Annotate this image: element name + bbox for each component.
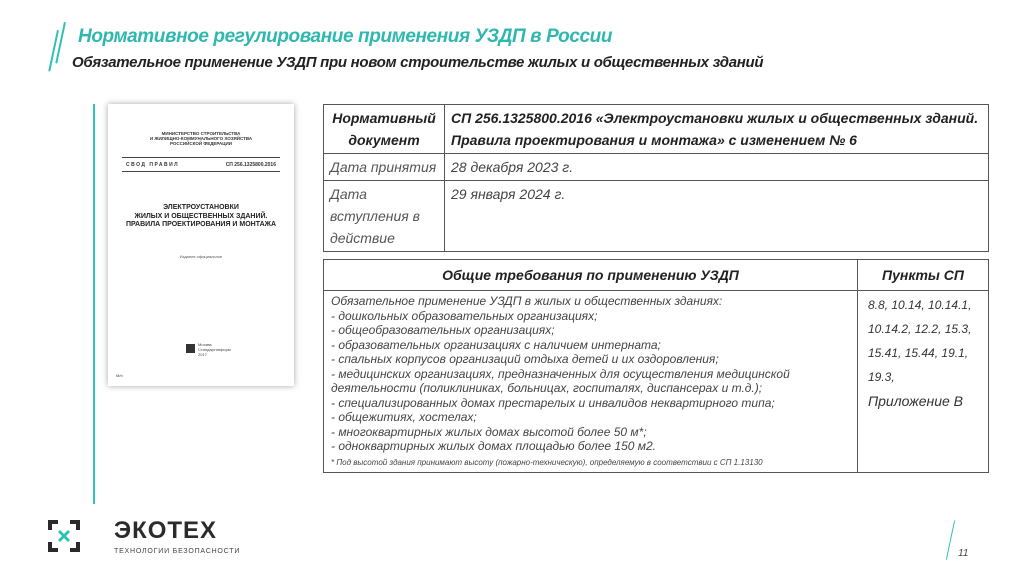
- page-number: 11: [958, 548, 969, 559]
- effective-date-label: Дата вступления в действие: [324, 181, 445, 252]
- accent-vertical-line: [93, 104, 95, 504]
- list-item: - образовательных организациях с наличием интерната;: [331, 337, 661, 352]
- page-number-divider: [946, 520, 955, 559]
- list-item: - многоквартирных жилых домах высотой более 50 м*;: [331, 424, 647, 439]
- table-row: [324, 105, 989, 154]
- doc-label: Нормативный документ: [324, 105, 445, 154]
- cover-rule-top: [122, 157, 280, 158]
- list-item: - общеобразовательных организациях;: [331, 323, 555, 337]
- points-header: Пункты СП: [858, 260, 989, 291]
- cover-publisher: Москва Стандартинформ 2017: [198, 342, 231, 357]
- table-row: [324, 291, 989, 473]
- list-item: - специализированных домах престарелых и инвалидов неквартирного типа;: [331, 395, 775, 410]
- page-title: Нормативное регулирование применения УЗДП в России: [78, 26, 613, 47]
- adoption-date-value: 28 декабря 2023 г.: [445, 154, 989, 181]
- cover-qr-icon: [186, 344, 195, 353]
- effective-date-value: 29 января 2024 г.: [445, 181, 989, 252]
- table-header-row: [324, 260, 989, 291]
- doc-value: СП 256.1325800.2016 «Электроустановки жилых и общественных зданий. Правила проектирования и монтажа» с изменением № 6: [445, 105, 989, 154]
- cover-code: СП 256.1325800.2016: [225, 162, 276, 168]
- list-item: - спальных корпусов организаций отдыха детей и их оздоровления;: [331, 352, 719, 366]
- brand-name: ЭКОТЕХ: [114, 517, 218, 544]
- adoption-date-label: Дата принятия: [324, 154, 445, 181]
- list-item: - дошкольных образовательных организациях;: [331, 308, 598, 323]
- points-cell: [858, 291, 989, 473]
- list-item: - одноквартирных жилых домах площадью более 150 м2.: [331, 439, 657, 453]
- list-item: - медицинских организациях, предназначенных для осуществления медицинской деятельности (поликлиниках, больницах, госпиталях, диспансерах и т.д.);: [331, 366, 790, 395]
- cover-title: ЭЛЕКТРОУСТАНОВКИ ЖИЛЫХ И ОБЩЕСТВЕННЫХ ЗДАНИЙ. ПРАВИЛА ПРОЕКТИРОВАНИЯ И МОНТАЖА: [125, 204, 277, 228]
- points-list: 8.8, 10.14, 10.14.1, 10.14.2, 12.2, 15.3, 15.41, 15.44, 19.1, 19.3,: [868, 298, 972, 384]
- cover-rule-bottom: [122, 171, 280, 172]
- appendix-ref: Приложение В: [868, 393, 964, 409]
- brand-tagline: ТЕХНОЛОГИИ БЕЗОПАСНОСТИ: [114, 548, 241, 555]
- footnote: * Под высотой здания принимают высоту (пожарно-техническую), определяемую в соответствии с СП 1.13130: [331, 457, 763, 467]
- requirements-cell: [324, 291, 858, 473]
- list-item: - общежитиях, хостелах;: [331, 410, 477, 424]
- document-info-table: [323, 104, 989, 252]
- requirements-table: [323, 259, 989, 473]
- document-cover-image: [108, 104, 294, 386]
- table-row: [324, 154, 989, 181]
- accent-slash-1: [55, 22, 66, 63]
- cover-ministry: МИНИСТЕРСТВО СТРОИТЕЛЬСТВА И ЖИЛИЩНО-КОММУНАЛЬНОГО ХОЗЯЙСТВА РОССИЙСКОЙ ФЕДЕРАЦИИ: [149, 131, 253, 146]
- requirements-intro: Обязательное применение УЗДП в жилых и общественных зданиях:: [331, 294, 723, 308]
- cover-edition: Издание официальное: [179, 254, 223, 259]
- page-subtitle: Обязательное применение УЗДП при новом строительстве жилых и общественных зданий: [72, 54, 764, 71]
- cover-mark: М/п: [116, 373, 123, 378]
- cover-series: СВОД ПРАВИЛ: [126, 162, 180, 168]
- requirements-header: Общие требования по применению УЗДП: [324, 260, 858, 291]
- table-row: [324, 181, 989, 252]
- ekotech-logo-icon: [48, 520, 80, 552]
